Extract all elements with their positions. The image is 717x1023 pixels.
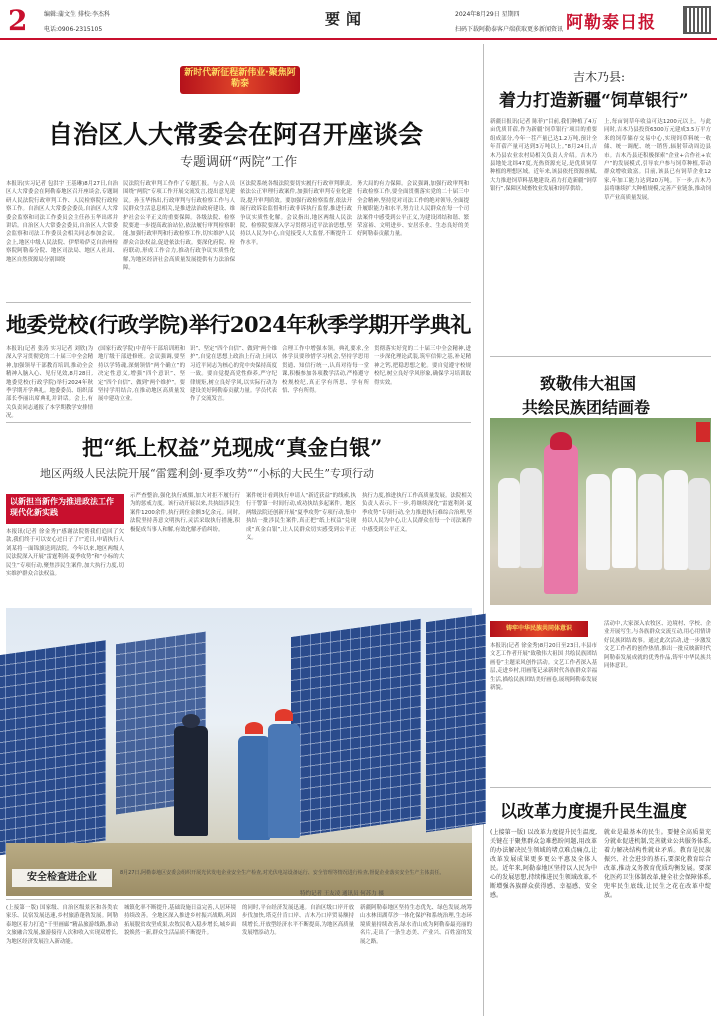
photo-caption-box: 安全检查进企业 [12, 869, 112, 887]
article4-title: 致敬伟大祖国 [540, 374, 637, 393]
article1-column-1: 本报讯(实习记者 包洪宇 王基琳)8月27日,自治区人大常委会在阿勒泰地区召开座谈会,专题调研人民法院行政审判工作、人民检察院行政检察工作。自治区人大常委会委员,自治区人大常委会监察和司法工作委员会主任孙玉华出席并讲话。自治区人大常委会委员,自治区人大常委会监察和司法工作委员会相关同志参加会议。会上,地区中级人民法院、伊犁哈萨克自治州检察院阿勒泰分院、地区司法局、地区人社局、地区自然资源局分别围绕 [6, 181, 118, 263]
newspaper-logo: 阿勒泰日报 [566, 13, 656, 33]
solar-inspection-photo [6, 608, 472, 896]
article-bottom-column-3: 的同时,平台经济发展迅速。自治区级口岸开放步伐加快,塔克什肯口岸、吉木乃口岸贸易额持续增长,开放型经济水平不断提高,为地区高质量发展增添动力。 [242, 905, 354, 937]
page-number: 2 [8, 4, 28, 37]
article-right1-column-1: 新疆日报讯(记者 陈菲)“目前,我们种植了4万亩优质苜蓿,作为新疆‘饲草银行’项目的重要组成部分,今年一茬产量已达1.2万吨,预计全年苜蓿产量可达到3万吨以上。”8月24日,吉木乃县农业农村局相关负责人介绍。吉木乃县地处北纬47度,光热资源充足,是优质饲草种植的理想区域。近年来,该县依托资源禀赋,大力推进饲草料基地建设,着力打造新疆“饲草银行”,保障区域畜牧业发展和饲草供给。 [490, 119, 597, 193]
article1-column-3: 区法院系统各级法院要切实履行行政审判职责,依法公正审理行政案件,加强行政审判专业化建设,提升审判质效。要加强行政检察监督,依法开展行政诉讼监督和行政非诉执行监督,推进行政争议实质性化解。会议指出,地区两级人民法院、检察院要深入学习贯彻习近平法治思想,坚持以人民为中心,自觉接受人大监督,不断提升工作水平。 [240, 181, 352, 246]
article5-column-1: (上接第一版) 以改革力度提升民生温度,关键在于聚焦群众急难愁盼问题,用改革的办法解决民生领域的堵点难点痛点,让改革发展成果更多更公平惠及全体人民。近年来,阿勒泰地区坚持以人民为中心的发展思想,持续推进民生领域改革,不断增强各族群众获得感、幸福感、安全感。 [490, 829, 597, 899]
photo-credit: 特约记者 王友凌 通讯员 何苏力 摄 [300, 891, 384, 897]
article-right1-kicker: 吉木乃县: [573, 70, 626, 84]
phone-line: 电话:0906-2315105 [44, 26, 103, 33]
header-rule [0, 38, 717, 40]
article2-title: 地委党校(行政学院)举行2024年秋季学期开学典礼 [6, 312, 471, 337]
folk-arts-group-photo [490, 418, 711, 605]
theme-banner: 新时代新征程新伟业·聚焦阿勒泰 [180, 66, 300, 94]
article-right1-title: 着力打造新疆“饲草银行” [499, 91, 689, 111]
app-download-note: 扫码下载阿勒泰客户端获取更多新闻资讯 [455, 26, 564, 33]
divider [490, 356, 711, 357]
article-bottom-column-4: 新疆阿勒泰地区坚持生态优先、绿色发展,统筹山水林田湖草沙一体化保护和系统治理,生态环境质量持续改善,绿水青山成为阿勒泰最亮丽的名片,走出了一条生态美、产业兴、百姓富的发展之路。 [360, 905, 472, 945]
article2-column-5: 贯彻落实好党的二十届三中全会精神,进一步深化理论武装,筑牢信仰之基,补足精神之钙,把稳思想之舵。要自觉遵守校规校纪,树立良好学风形象,确保学习培训取得实效。 [374, 346, 471, 386]
article-bottom-column-1: (上接第一版) 国家级、自治区级景区和各类农家乐、民宿发展迅速,乡村旅游蓬勃发展。阿勒泰地区着力打造“千里画廊”精品旅游线路,推动文旅融合发展,旅游接待人次和收入实现双增长,为地区经济发展注入新动能。 [6, 905, 118, 945]
article4-title-2: 共绘民族团结画卷 [522, 398, 651, 417]
article2-column-4: 合理工作中增强本领。典礼要求,全体学员要珍惜学习机会,坚持学思用贯通、知信行统一,认真对待每一堂课,积极参加各项教学活动,严格遵守校规校纪,真正学有所思、学有所悟、学有所得。 [282, 346, 369, 395]
article5-title: 以改革力度提升民生温度 [500, 802, 687, 822]
article3-column-1: 本报讯(记者 徐金秀)“感谢法院帮我们追回了欠款,我们终于可以安心过日子了!”近日,申请执行人刘某将一面锦旗送到法院。今年以来,地区两级人民法院深入开展“雷霆利剑·夏季攻势”和“小标的大民生”专项行动,聚焦涉民生案件,加大执行力度,切实维护群众合法权益。 [6, 529, 124, 578]
section-title: 要闻 [325, 10, 368, 28]
editor-line: 编辑:蒲文生 排校:李杰科 [44, 11, 110, 18]
article4-column-2: 活动中,大家深入农牧区、边境村、学校、企业开展写生,与各族群众交流互动,用心用情讲好民族团结故事。通过此次活动,进一步激发文艺工作者的创作热情,推出一批反映新时代阿勒泰发展成就的优秀作品,铸牢中华民族共同体意识。 [604, 621, 711, 670]
article4-column-1: 本报讯(记者 徐金秀)8月20日至23日,丰县市文艺工作者开展“致敬伟大祖国 共绘民族团结画卷”主题采风创作活动。文艺工作者深入基层,走进乡村,用画笔记录新时代各族群众幸福生活,描绘民族团结美好画卷,展现阿勒泰发展新貌。 [490, 643, 597, 692]
article2-column-3: 识”、坚定“四个自信”、做到“两个维护”,自觉在思想上政治上行动上同以习近平同志为核心的党中央保持高度一致。要自觉提高党性修养,严守纪律规矩,树立良好学风,以实际行动为建设美好阿勒泰贡献力量。学员代表作了交流发言。 [190, 346, 277, 403]
article1-subtitle: 专题调研“两院”工作 [180, 155, 298, 170]
column-divider [483, 44, 484, 1016]
article-right1-column-2: 上,每亩饲草年收益可达1200元以上。与此同时,吉木乃县投资6300万元建成3.5万平方米的饲草储存交易中心,实现饲草料统一收储、统一调配、统一销售,辐射带动周边县市。吉木乃县还积极探索“企业+合作社+农户”的发展模式,引导农户参与饲草种植,带动群众增收致富。目前,该县已有饲草企业12家,年加工能力达到20万吨。下一步,吉木乃县将继续扩大种植规模,完善产业链条,推动饲草产业高质量发展。 [604, 119, 711, 201]
divider [6, 899, 472, 900]
divider [490, 787, 711, 788]
article2-column-2: (国家行政学院)中青年干部培训班和地厅级干部进修班。会议强调,要坚持以学铸魂,深刻领悟“两个确立”的决定性意义,增强“四个意识”、坚定“四个自信”、做到“两个维护”。要坚持学用结合,在推动地区高质量发展中建功立业。 [98, 346, 185, 403]
qr-code-icon[interactable] [683, 6, 711, 34]
photo-caption: 8月27日,阿勒泰地区安委会组织开展光伏发电企业安全生产检查,对光伏电站设备运行、安全管理等情况进行检查,督促企业落实安全生产主体责任。 [120, 870, 445, 876]
article3-subtitle: 地区两级人民法院开展“雷霆利剑·夏季攻势”“小标的大民生”专项行动 [40, 467, 374, 480]
article2-column-1: 本报讯(记者 张涛 实习记者 刘欣)为深入学习贯彻党的二十届三中全会精神,加强领导干部教育培训,推动全会精神入脑入心、见行见效,8月28日,地委党校(行政学院)举行2024年秋季学期开学典礼。地委委员、组织部部长李丽出席典礼并讲话。会上,有关负责同志通报了本学期教学安排情况。 [6, 346, 93, 420]
divider [6, 302, 471, 303]
article3-column-4: 执行力度,推进执行工作高质量发展。法院相关负责人表示,下一步,将继续深化“雷霆利剑·夏季攻势”专项行动,全力推进执行难综合治理,坚持以人民为中心,让人民群众在每一个司法案件中感受到公平正义。 [362, 493, 472, 533]
article-bottom-column-2: 城镇化率不断提升,基础设施日益完善,人居环境持续改善。全地区深入推进乡村振兴战略,巩固拓展脱贫攻坚成果,农牧民收入稳步增长,城乡面貌焕然一新,群众生活品质不断提升。 [124, 905, 236, 937]
article1-column-4: 务大局的有力保障。会议强调,加强行政审判和行政检察工作,要全面贯彻落实党的二十届三中全会精神,坚持党对司法工作的绝对领导,全面提升履职能力和水平,努力让人民群众在每一个司法案件中感受到公平正义,为建设团结和谐、繁荣富裕、文明进步、安居乐业、生态良好的美好阿勒泰贡献力量。 [357, 181, 469, 238]
article4-banner: 铸牢中华民族共同体意识 [490, 621, 588, 637]
issue-date: 2024年8月29日 星期四 [455, 11, 520, 18]
article1-title: 自治区人大常委会在阿召开座谈会 [48, 120, 424, 149]
article5-column-2: 就业是最基本的民生。要健全高质量充分就业促进机制,完善就业公共服务体系,着力解决结构性就业矛盾。教育是民族振兴、社会进步的基石,要深化教育综合改革,推动义务教育优质均衡发展。要深化医药卫生体制改革,健全社会保障体系,兜牢民生底线,让民生之花在改革中绽放。 [604, 829, 711, 899]
article3-title: 把“纸上权益”兑现成“真金白银” [82, 435, 383, 460]
article3-column-3: 案件统计看到执行申请人“新近获益”的线索,执行干警第一时间行动,成功执结多起案件。地区两级法院还创新开展“夏季攻势”专项行动,集中执结一批涉民生案件,真正把“纸上权益”兑现成“真金白银”,让人民群众切实感受到公平正义。 [246, 493, 356, 542]
article3-column-2: 示严查整治,强化执行威慑,加大对拒不履行行为的惩戒力度。该行动开展以来,共执结涉民生案件1200余件,执行到位金额3亿余元。同时,法院坚持善意文明执行,灵活采取执行措施,积极促成当事人和解,有效化解矛盾纠纷。 [130, 493, 240, 533]
article1-column-2: 民法院行政审判工作作了专题汇报。与会人员围绕“两院”专项工作开展交流发言,提出意见建议。孙玉华指出,行政审判与行政检察工作与人民群众生活息息相关,是推进法治政府建设、维护社会公平正义的重要保障。各级法院、检察院要进一步提高政治站位,依法履行审判检察职能,加强行政审判和行政检察工作,切实维护人民群众合法权益,促进依法行政。要深化府院、检府联动,形成工作合力,推动行政争议实质性化解,为地区经济社会高质量发展提供有力法治保障。 [123, 181, 235, 272]
divider [6, 422, 471, 423]
column-label: 以新担当新作为推进政法工作现代化新实践 [6, 494, 124, 524]
